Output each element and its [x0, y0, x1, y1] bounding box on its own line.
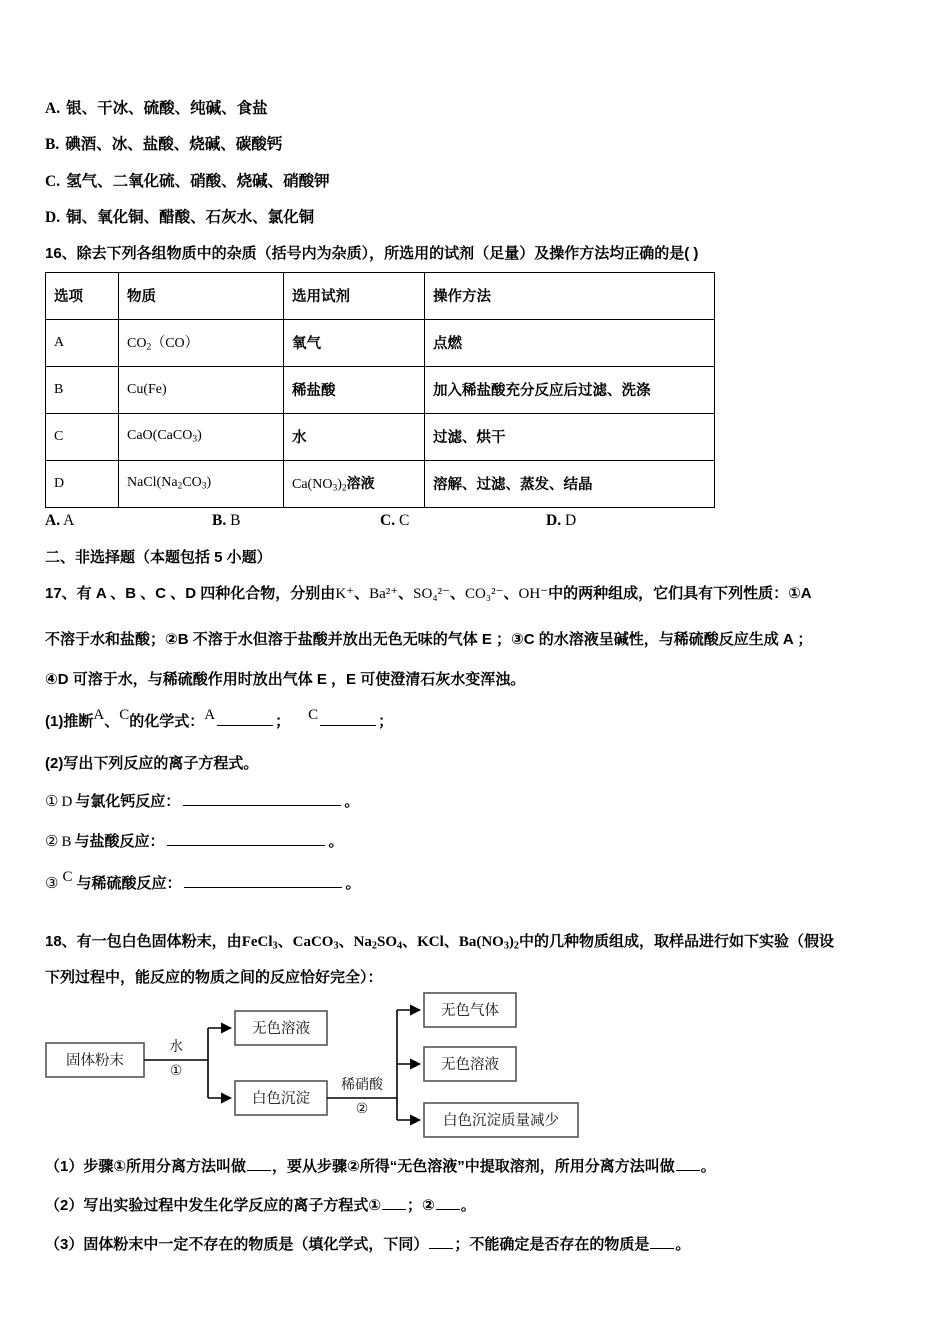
question-18-sub-3	[45, 1233, 690, 1254]
section-2-heading: 二、非选择题（本题包括 5 小题）	[45, 549, 272, 566]
experiment-flowchart	[45, 988, 605, 1140]
table-header-option: 选项	[46, 273, 119, 320]
question-16-table	[45, 272, 715, 508]
q17-item2-num: ②	[45, 834, 59, 850]
q17-symbol-c: C	[119, 707, 130, 723]
formula-kcl: KCl	[417, 934, 444, 950]
question-17-line-1: 17、有 A 、B 、C 、D 四种化合物，分别由K⁺、Ba²⁺、SO₄²⁻、CO₃²⁻、OH⁻中的两种组成，它们具有下列性质：①A	[45, 585, 812, 602]
q17-item1-blank[interactable]	[183, 792, 341, 806]
question-18-line-2: 下列过程中，能反应的物质之间的反应恰好完全）：	[45, 969, 383, 986]
q17-sub1-prefix: (1)推断	[45, 713, 94, 730]
flow-branch2-label: 白色沉淀	[252, 1091, 310, 1107]
table-row	[46, 320, 715, 367]
row-c-option: C	[46, 414, 119, 461]
q18-sub1-part-b: ，要从步骤②所得“无色溶液”中提取溶剂，所用分离方法叫做	[272, 1158, 675, 1175]
choice-option-c[interactable]	[45, 169, 330, 191]
q18-sub1-blank-1[interactable]	[247, 1158, 271, 1171]
ion-ba: Ba²⁺	[369, 586, 399, 602]
row-a-substance: $CO_2(CO)$	[119, 320, 284, 367]
answer-choice-a[interactable]	[45, 512, 74, 530]
q18-stem-suffix: 中的几种物质组成，取样品进行如下实验（假设	[519, 933, 835, 950]
q18-sub3-blank-2[interactable]	[650, 1236, 674, 1249]
q17-stem-prefix: 17、有 A 、B 、C 、D 四种化合物，分别由	[45, 585, 336, 602]
q18-sub1-blank-2[interactable]	[676, 1158, 700, 1171]
table-header-reagent: 选用试剂	[284, 273, 425, 320]
row-b-substance: Cu(Fe)	[119, 367, 284, 414]
q18-sub3-blank-1[interactable]	[429, 1236, 453, 1249]
choice-option-d[interactable]	[45, 205, 314, 227]
q17-blank-label-c: C	[308, 707, 319, 723]
choice-d-label: D.	[45, 209, 61, 226]
formula-caco3: CaCO$_3$	[292, 934, 339, 952]
q17-blank-c[interactable]	[320, 712, 376, 726]
q18-sub2-blank-1[interactable]	[382, 1197, 406, 1210]
flow-step1-number: ①	[169, 1062, 183, 1078]
q18-sub3-end: 。	[675, 1236, 691, 1253]
q17-symbol-a: A	[93, 707, 105, 723]
choice-c-text: 氢气、二氧化硫、硝酸、烧碱、硝酸钾	[66, 173, 330, 190]
ion-carbonate: CO₃²⁻	[465, 586, 504, 602]
answer-c-value: C	[398, 512, 410, 529]
table-header-row	[46, 273, 715, 320]
answer-c-label: C.	[380, 512, 396, 529]
question-16-stem: 16、除去下列各组物质中的杂质（括号内为杂质），所选用的试剂（足量）及操作方法均正确的是( )	[45, 245, 699, 262]
row-d-reagent: $Ca(NO_3)_2$溶液	[284, 461, 425, 508]
question-16-answer-row	[0, 512, 950, 534]
q17-sub1-mid: 的化学式：	[129, 713, 205, 730]
q18-sub3-part-a: （3）固体粉末中一定不存在的物质是（填化学式，下同）	[45, 1236, 429, 1253]
q17-item3-text: 与稀硫酸反应：	[76, 875, 182, 892]
choice-b-label: B.	[45, 136, 60, 153]
table-header-method: 操作方法	[425, 273, 715, 320]
q17-item2-symbol: B	[61, 834, 72, 850]
q18-sub2-blank-2[interactable]	[436, 1197, 460, 1210]
choice-d-text: 铜、氧化铜、醋酸、石灰水、氯化铜	[66, 209, 315, 226]
table-row	[46, 367, 715, 414]
answer-choice-b[interactable]	[212, 512, 240, 530]
question-17-line-3: ④D 可溶于水，与稀硫酸作用时放出气体 E ，E 可使澄清石灰水变浑浊。	[45, 671, 526, 688]
q18-sub2-part-b: ；②	[407, 1197, 435, 1214]
row-b-method: 加入稀盐酸充分反应后过滤、洗涤	[425, 367, 715, 414]
table-row	[46, 461, 715, 508]
q17-blank-a[interactable]	[217, 712, 273, 726]
row-a-method: 点燃	[425, 320, 715, 367]
answer-d-label: D.	[546, 512, 562, 529]
formula-fecl3: FeCl$_3$	[241, 934, 278, 952]
choice-a-text: 银、干冰、硫酸、纯碱、食盐	[66, 100, 268, 117]
q17-item3-end: 。	[345, 875, 361, 892]
flow-start-label: 固体粉末	[66, 1053, 124, 1069]
flow-out2-label: 无色溶液	[441, 1057, 499, 1073]
q18-sub1-part-a: （1）步骤①所用分离方法叫做	[45, 1158, 247, 1175]
q17-item3-symbol: C	[62, 869, 73, 885]
question-18-line-1: 18、有一包白色固体粉末，由FeCl$_3$、CaCO$_3$、$Na_2SO_4$、KCl、$Ba(NO_3)_2$中的几种物质组成，取样品进行如下实验（假设	[45, 933, 835, 952]
q18-stem-prefix: 18、有一包白色固体粉末，由	[45, 933, 242, 950]
q17-item2-text: 与盐酸反应：	[74, 833, 165, 850]
question-18-sub-2	[45, 1194, 476, 1215]
question-18-sub-1	[45, 1155, 716, 1176]
flow-step2-reagent: 稀硝酸	[341, 1076, 383, 1092]
answer-b-label: B.	[212, 512, 227, 529]
question-17-item-2	[45, 830, 344, 851]
answer-d-value: D	[564, 512, 577, 529]
row-c-substance: CaO(CaCO$_3$)	[119, 414, 284, 461]
row-a-reagent: 氧气	[284, 320, 425, 367]
q17-item1-num: ①	[45, 794, 59, 810]
ion-sulfate: SO₄²⁻	[413, 586, 450, 602]
row-d-option: D	[46, 461, 119, 508]
answer-b-value: B	[230, 512, 241, 529]
choice-a-label: A.	[45, 100, 61, 117]
ion-k: K⁺	[335, 586, 355, 602]
q17-item3-blank[interactable]	[184, 874, 342, 888]
row-c-method: 过滤、烘干	[425, 414, 715, 461]
q17-item1-text: 与氯化钙反应：	[75, 793, 181, 810]
row-b-option: B	[46, 367, 119, 414]
flow-out3-label: 白色沉淀质量减少	[443, 1113, 559, 1129]
row-d-substance: $NaCl(Na_2CO_3)$	[119, 461, 284, 508]
flow-step2-number: ②	[355, 1100, 369, 1116]
q17-blank-label-a: A	[204, 707, 216, 723]
question-17-sub-2-heading: (2)写出下列反应的离子方程式。	[45, 755, 259, 772]
q17-item3-num: ③	[45, 876, 59, 892]
question-17-sub-1: (1)推断A、C的化学式：A ； C ；	[45, 707, 394, 730]
table-row	[46, 414, 715, 461]
q17-sub1-semicolon-1: ；	[275, 713, 291, 730]
q17-stem-suffix: 中的两种组成，它们具有下列性质：①A	[548, 585, 812, 602]
q17-item1-symbol: D	[61, 794, 73, 810]
answer-choice-d[interactable]	[546, 512, 576, 530]
q18-sub3-part-b: ；不能确定是否存在的物质是	[454, 1236, 650, 1253]
row-d-method: 溶解、过滤、蒸发、结晶	[425, 461, 715, 508]
flow-out1-label: 无色气体	[441, 1003, 499, 1019]
question-17-item-3	[45, 869, 361, 893]
choice-option-b[interactable]	[45, 132, 282, 154]
ion-hydroxide: OH⁻	[518, 586, 549, 602]
q17-sub1-semicolon-2: ；	[378, 713, 394, 730]
q17-item1-end: 。	[344, 793, 360, 810]
row-a-option: A	[46, 320, 119, 367]
answer-a-label: A.	[45, 512, 61, 529]
q18-sub2-end: 。	[460, 1197, 476, 1214]
row-b-reagent: 稀盐酸	[284, 367, 425, 414]
q17-item2-end: 。	[328, 833, 344, 850]
answer-choice-c[interactable]	[380, 512, 409, 530]
q18-sub1-end: 。	[700, 1158, 716, 1175]
q17-item2-blank[interactable]	[167, 832, 325, 846]
q18-sub2-part-a: （2）写出实验过程中发生化学反应的离子方程式①	[45, 1197, 382, 1214]
row-c-reagent: 水	[284, 414, 425, 461]
flow-branch1-label: 无色溶液	[252, 1021, 310, 1037]
formula-bano32: $Ba(NO_3)_2$	[458, 934, 520, 952]
answer-a-value: A	[63, 512, 75, 529]
choice-option-a[interactable]	[45, 96, 268, 118]
question-17-line-2: 不溶于水和盐酸；②B 不溶于水但溶于盐酸并放出无色无味的气体 E ；③C 的水溶液呈碱性，与稀硫酸反应生成 A ；	[45, 631, 813, 648]
table-header-substance: 物质	[119, 273, 284, 320]
choice-b-text: 碘酒、冰、盐酸、烧碱、碳酸钙	[65, 136, 283, 153]
flow-step1-reagent: 水	[169, 1038, 183, 1054]
question-17-item-1	[45, 790, 359, 811]
formula-na2so4: $Na_2SO_4$	[353, 934, 403, 952]
choice-c-label: C.	[45, 173, 61, 190]
